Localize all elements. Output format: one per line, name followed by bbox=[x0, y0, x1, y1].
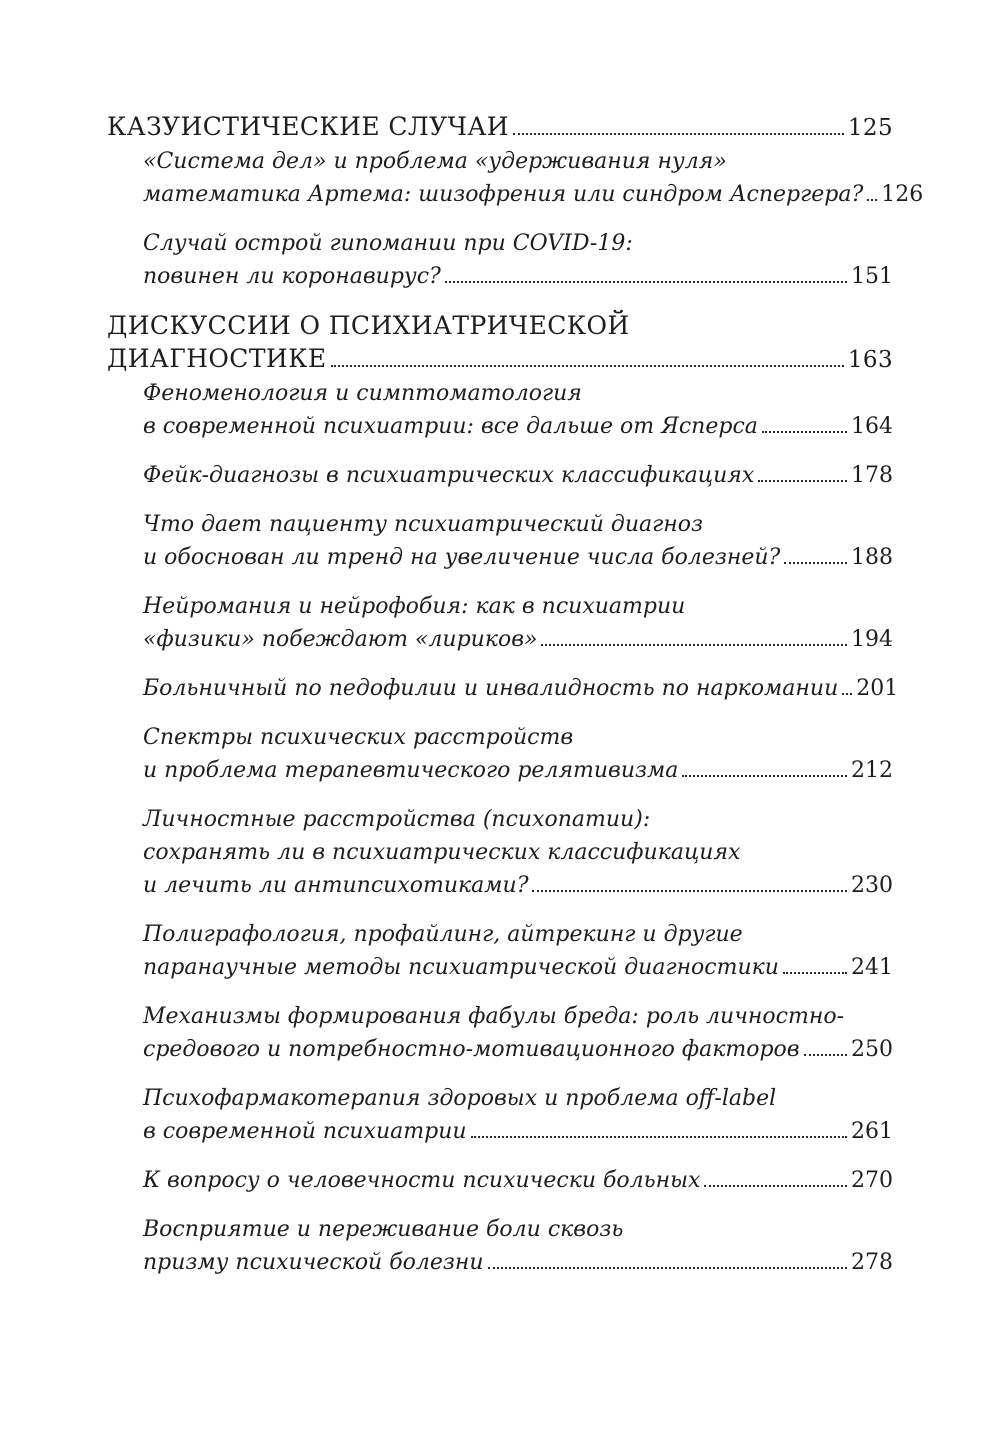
page-number: 201 bbox=[856, 676, 899, 701]
toc-entry[interactable] bbox=[143, 721, 893, 787]
section-title-line: ДИАГНОСТИКЕ bbox=[107, 344, 327, 373]
dot-leader bbox=[331, 365, 844, 367]
section-title[interactable] bbox=[107, 110, 893, 145]
page-number: 261 bbox=[851, 1119, 893, 1144]
page-number: 241 bbox=[851, 955, 893, 980]
dot-leader bbox=[762, 431, 847, 433]
toc-section bbox=[107, 110, 924, 293]
table-of-contents bbox=[107, 110, 924, 1295]
page-number: 151 bbox=[851, 264, 893, 289]
entry-title-last-line bbox=[143, 1246, 893, 1279]
toc-entry[interactable] bbox=[143, 918, 893, 984]
section-title[interactable] bbox=[107, 309, 893, 377]
dot-leader bbox=[783, 972, 847, 974]
page-number: 188 bbox=[851, 545, 893, 570]
toc-entry[interactable] bbox=[143, 1082, 893, 1148]
entry-title-last-line bbox=[143, 1164, 893, 1197]
dot-leader bbox=[541, 644, 847, 646]
dot-leader bbox=[758, 480, 847, 482]
entry-title-line: в современной психиатрии: все дальше от Ясперса bbox=[143, 414, 758, 439]
entry-title-line: Случай острой гипомании при COVID-19: bbox=[143, 231, 633, 256]
dot-leader bbox=[842, 693, 852, 695]
entry-title-line: «физики» побеждают «лириков» bbox=[143, 627, 538, 652]
entry-title-line: «Система дел» и проблема «удерживания нуля» bbox=[143, 149, 727, 174]
entry-title-line: Нейромания и нейрофобия: как в психиатрии bbox=[143, 594, 686, 619]
entry-title-line: и лечить ли антипсихотиками? bbox=[143, 873, 529, 898]
page-number: 230 bbox=[851, 873, 893, 898]
entry-title-last-line bbox=[143, 951, 893, 984]
dot-leader bbox=[867, 199, 877, 201]
entry-title-last-line bbox=[143, 754, 893, 787]
entry-title-line: Спектры психических расстройств bbox=[143, 725, 574, 750]
toc-entry[interactable] bbox=[143, 508, 893, 574]
entry-title-line: паранаучные методы психиатрической диагностики bbox=[143, 955, 779, 980]
entry-title-last-line bbox=[143, 459, 893, 492]
entry-title-last-line bbox=[143, 1033, 893, 1066]
entry-title-last-line bbox=[143, 1115, 893, 1148]
dot-leader bbox=[682, 775, 847, 777]
toc-entry[interactable] bbox=[143, 1213, 893, 1279]
section-title-line: КАЗУИСТИЧЕСКИЕ СЛУЧАИ bbox=[107, 112, 509, 141]
dot-leader bbox=[471, 1136, 847, 1138]
toc-entry[interactable] bbox=[143, 145, 924, 211]
toc-entry[interactable] bbox=[143, 377, 893, 443]
dot-leader bbox=[532, 890, 847, 892]
page-number: 250 bbox=[851, 1037, 893, 1062]
entry-title-line: Фейк-диагнозы в психиатрических классификациях bbox=[143, 463, 755, 488]
entry-title-line: средового и потребностно-мотивационного факторов bbox=[143, 1037, 800, 1062]
entry-title-last-line bbox=[143, 672, 899, 705]
page-number: 278 bbox=[851, 1250, 893, 1275]
section-title-last-line bbox=[107, 110, 893, 145]
page-number: 126 bbox=[881, 182, 924, 207]
entry-title-line: Больничный по педофилии и инвалидность по наркомании bbox=[143, 676, 839, 701]
entry-title-last-line bbox=[143, 260, 893, 293]
entry-title-line: математика Артема: шизофрения или синдром Аспергера? bbox=[143, 182, 864, 207]
entry-title-last-line bbox=[143, 178, 924, 211]
dot-leader bbox=[704, 1185, 847, 1187]
toc-entry[interactable] bbox=[143, 1000, 893, 1066]
entry-title-line: Феноменология и симптоматология bbox=[143, 381, 582, 406]
page-number: 125 bbox=[847, 115, 893, 141]
dot-leader bbox=[804, 1054, 847, 1056]
entry-title-line: в современной психиатрии bbox=[143, 1119, 467, 1144]
entry-title-line: Механизмы формирования фабулы бреда: роль личностно- bbox=[143, 1004, 845, 1029]
page-number: 194 bbox=[851, 627, 893, 652]
entry-title-line: Личностные расстройства (психопатии): bbox=[143, 807, 651, 832]
entry-title-last-line bbox=[143, 869, 893, 902]
section-title-last-line bbox=[107, 342, 893, 377]
dot-leader bbox=[784, 562, 847, 564]
toc-entry[interactable] bbox=[143, 803, 893, 902]
dot-leader bbox=[488, 1267, 847, 1269]
entry-title-line: повинен ли коронавирус? bbox=[143, 264, 441, 289]
toc-entry[interactable] bbox=[143, 227, 893, 293]
entry-title-line: и проблема терапевтического релятивизма bbox=[143, 758, 679, 783]
toc-section bbox=[107, 309, 899, 1279]
dot-leader bbox=[445, 281, 847, 283]
page-number: 164 bbox=[851, 414, 893, 439]
entry-title-line: сохранять ли в психиатрических классификациях bbox=[143, 840, 741, 865]
section-title-line: ДИСКУССИИ О ПСИХИАТРИЧЕСКОЙ bbox=[107, 311, 630, 340]
page-number: 163 bbox=[847, 347, 893, 373]
toc-entry[interactable] bbox=[143, 1164, 893, 1197]
toc-entry[interactable] bbox=[143, 459, 893, 492]
entry-title-line: Полиграфология, профайлинг, айтрекинг и другие bbox=[143, 922, 743, 947]
page-number: 212 bbox=[851, 758, 893, 783]
entry-title-line: К вопросу о человечности психически больных bbox=[143, 1168, 701, 1193]
entry-title-line: и обоснован ли тренд на увеличение числа болезней? bbox=[143, 545, 781, 570]
dot-leader bbox=[513, 133, 844, 135]
entry-title-line: призму психической болезни bbox=[143, 1250, 484, 1275]
entry-title-line: Восприятие и переживание боли сквозь bbox=[143, 1217, 624, 1242]
page-number: 270 bbox=[851, 1168, 893, 1193]
entry-title-last-line bbox=[143, 410, 893, 443]
toc-entry[interactable] bbox=[143, 672, 899, 705]
entry-title-line: Что дает пациенту психиатрический диагноз bbox=[143, 512, 704, 537]
entry-title-last-line bbox=[143, 623, 893, 656]
entry-title-line: Психофармакотерапия здоровых и проблема off-label bbox=[143, 1086, 777, 1111]
toc-entry[interactable] bbox=[143, 590, 893, 656]
entry-title-last-line bbox=[143, 541, 893, 574]
page-number: 178 bbox=[851, 463, 893, 488]
